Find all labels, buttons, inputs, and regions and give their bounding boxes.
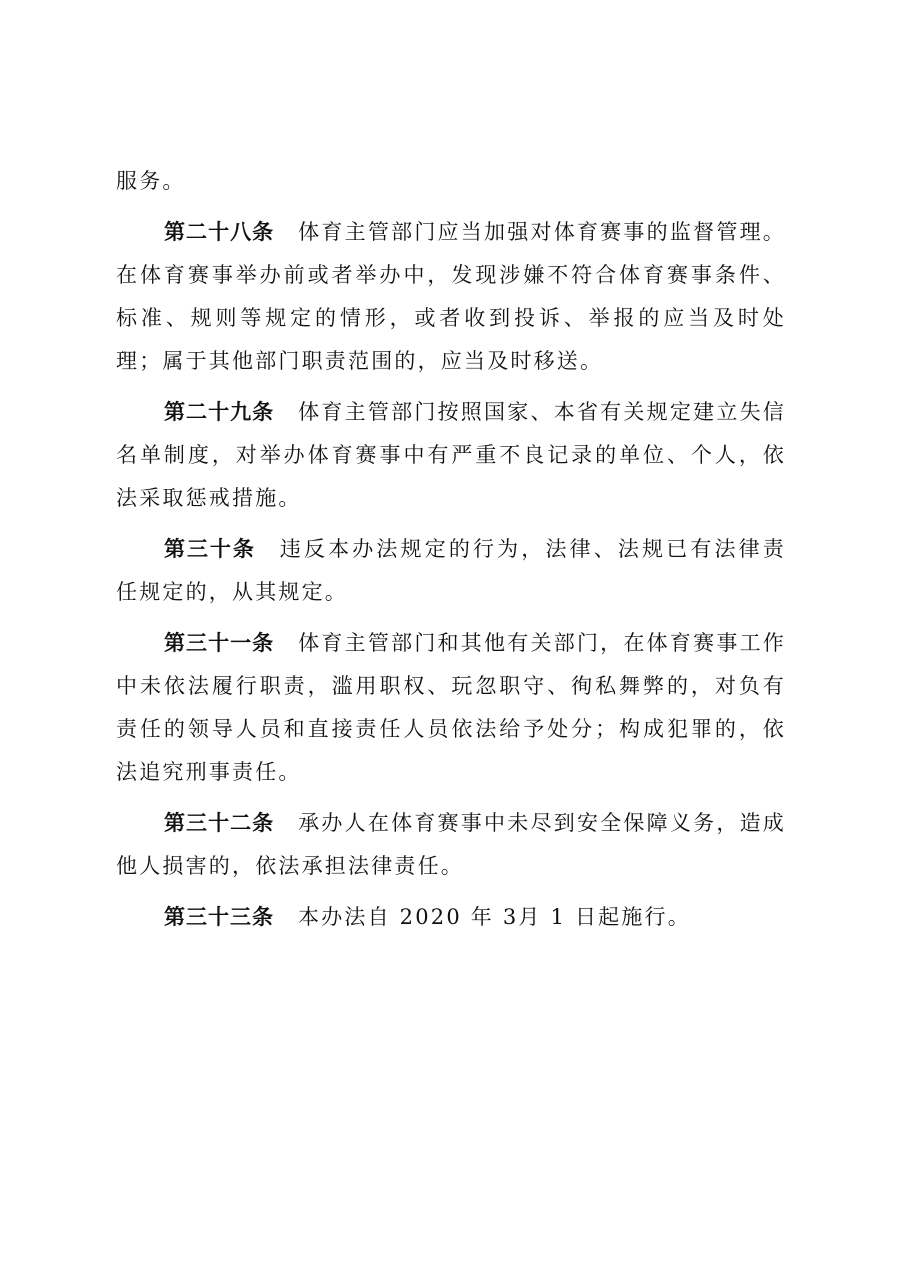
article-text: 体育主管部门和其他有关部门，在体育赛事工作中未依法履行职责，滥用职权、玩忽职守、徇私舞弊的，对负有责任的领导人员和直接责任人员依法给予处分；构成犯罪的，依法追究刑事责任。 [116,631,787,784]
paragraph-continuation [116,160,786,203]
article-text: 本办法自 2020 年 3月 1 日起施行。 [298,905,691,929]
article-heading: 第三十一条 [164,631,275,655]
article-29 [116,391,786,520]
paragraph-text: 服务。 [116,169,186,193]
article-text: 违反本办法规定的行为，法律、法规已有法律责任规定的，从其规定。 [116,537,787,604]
article-32 [116,802,786,888]
article-30 [116,528,786,614]
article-28 [116,211,786,383]
article-heading: 第三十三条 [164,905,274,929]
article-heading: 第三十条 [164,537,256,561]
article-text: 体育主管部门应当加强对体育赛事的监督管理。在体育赛事举办前或者举办中，发现涉嫌不符合体育赛事条件、标准、规则等规定的情形，或者收到投诉、举报的应当及时处理；属于其他部门职责范围的，应当及时移送。 [116,220,787,373]
article-heading: 第二十九条 [164,400,275,424]
article-33 [116,896,786,939]
article-heading: 第二十八条 [164,220,275,244]
article-text: 体育主管部门按照国家、本省有关规定建立失信名单制度，对举办体育赛事中有严重不良记录的单位、个人，依法采取惩戒措施。 [116,400,787,510]
document-body [116,160,786,947]
article-heading: 第三十二条 [164,811,275,835]
article-31 [116,622,786,794]
article-text: 承办人在体育赛事中未尽到安全保障义务，造成他人损害的，依法承担法律责任。 [116,811,787,878]
